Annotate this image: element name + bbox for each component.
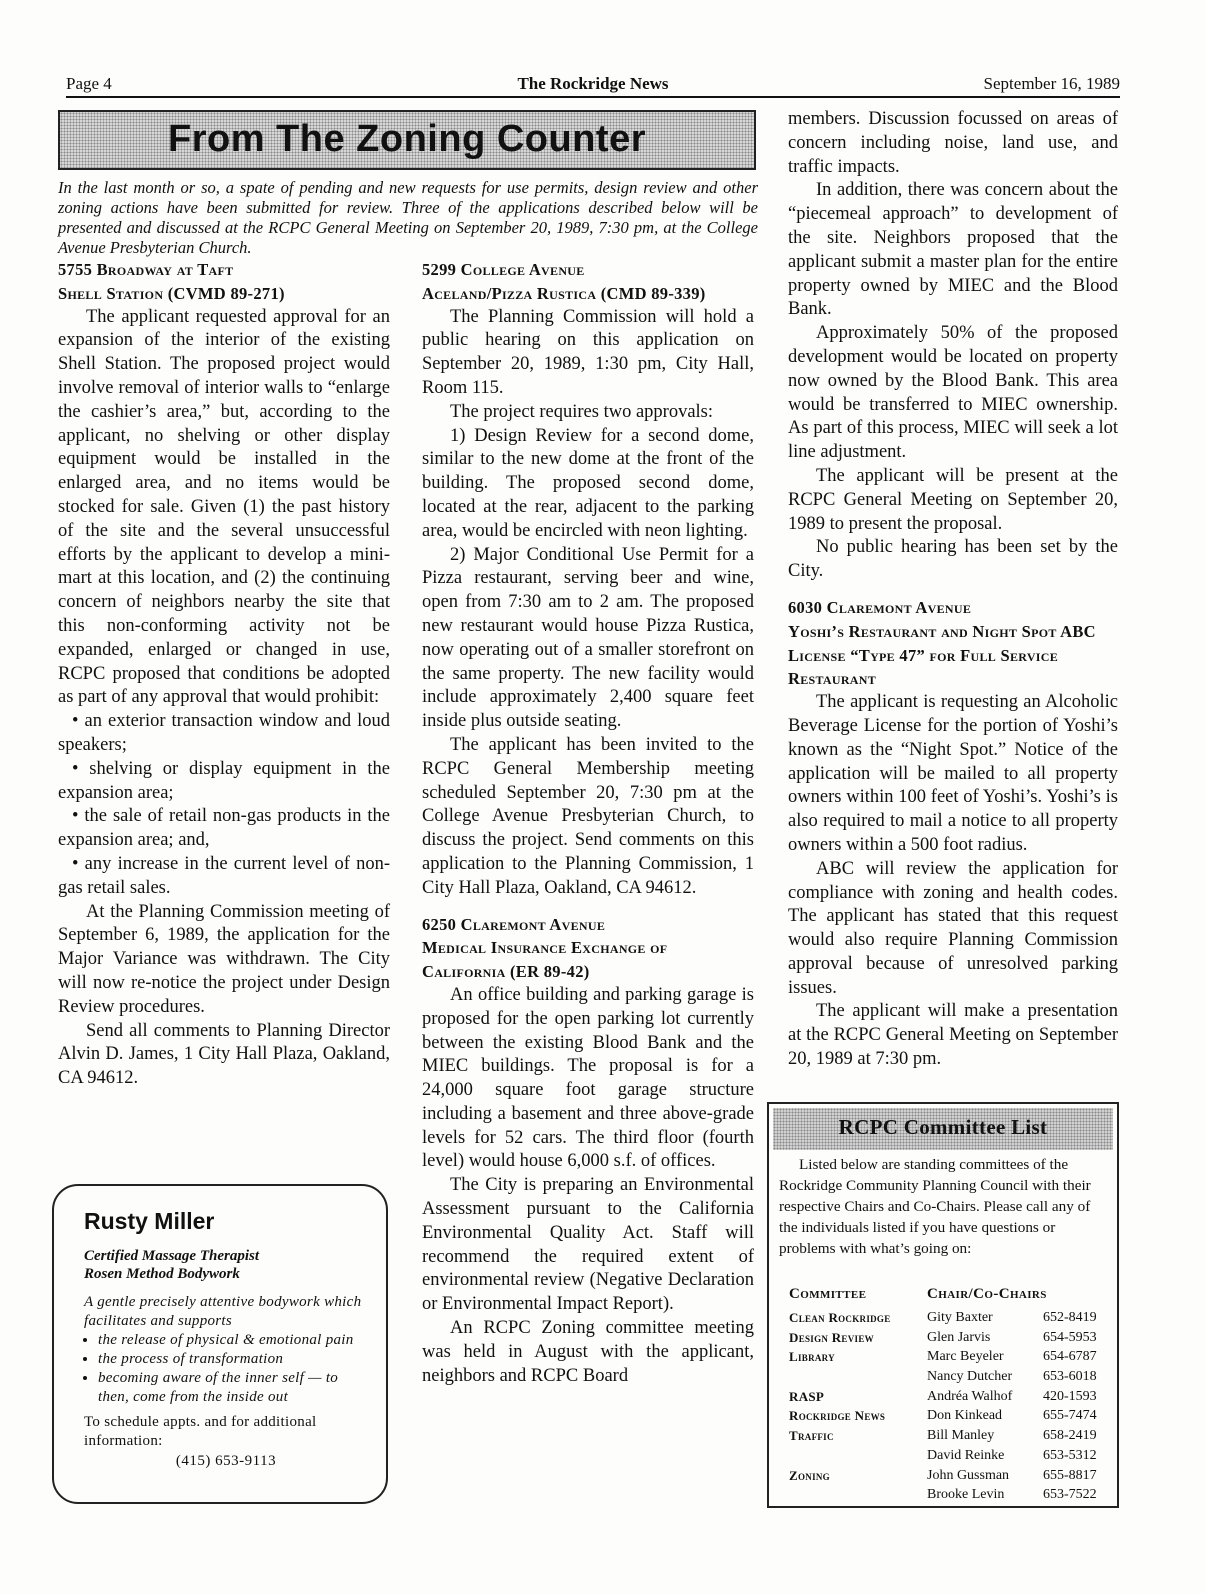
table-row (789, 1347, 1115, 1367)
phone-number: 652-8419 (1043, 1310, 1097, 1325)
table-row (789, 1485, 1115, 1505)
table-row (789, 1387, 1115, 1407)
article-paragraph: 2) Major Conditional Use Permit for a Pizza restaurant, serving beer and wine, open from 7:30 am to 2 am. The proposed new restaurant would house Pizza Rustica, now operating out of a smaller storefront on the same property. The new facility would include approximately 2,400 square feet inside plus outside seating. (422, 544, 754, 732)
committee-list-title: RCPC Committee List (838, 1115, 1048, 1139)
article-paragraph: An office building and parking garage is proposed for the open parking lot currently between the existing Blood Bank and the MIEC buildings. The proposal is for a 24,000 square foot garage structure including a basement and three above-grade levels for 52 cars. The third floor (fourth level) would house 6,000 s.f. of offices. (422, 984, 754, 1172)
table-row (789, 1308, 1115, 1328)
issue-date: September 16, 1989 (983, 74, 1120, 93)
committee-list-banner (773, 1108, 1113, 1150)
massage-therapist-ad (52, 1184, 388, 1504)
column-1 (58, 258, 390, 1091)
table-row (789, 1426, 1115, 1446)
phone-number: 653-6018 (1043, 1369, 1097, 1385)
list-item: • the release of physical & emotional pain (98, 1331, 368, 1350)
committee-name: Design Review (789, 1329, 874, 1345)
article-paragraph: The applicant is requesting an Alcoholic Beverage License for the portion of Yoshi’s known as the “Night Spot.” Notice of the application will be mailed to all property owners within 100 feet of Yoshi’s. Yoshi’s is also required to mail a notice to all property owners within a 500 foot radius. (788, 692, 1118, 855)
table-header (789, 1286, 1115, 1308)
publication-name: The Rockridge News (517, 74, 669, 93)
ad-name: Rusty Miller (84, 1208, 215, 1234)
section-banner (58, 110, 756, 170)
article-paragraph: Approximately 50% of the proposed development would be located on property now owned by the Blood Bank. This area would be transferred to MIEC ownership. As part of this process, MIEC will seek a lot line adjustment. (788, 323, 1118, 463)
phone-number: 653-7522 (1043, 1487, 1097, 1503)
chair-name: Marc Beyeler (927, 1349, 1004, 1365)
article-heading-address: 5299 College Avenue (422, 260, 585, 279)
section-title: From The Zoning Counter (167, 118, 646, 160)
bullet-item: • an exterior transaction window and loud speakers; (58, 711, 390, 755)
article-paragraph: At the Planning Commission meeting of September 6, 1989, the application for the Major Variance was withdrawn. The City will now re-notice the project under Design Review procedures. (58, 901, 390, 1017)
article-paragraph: Send all comments to Planning Director Alvin D. James, 1 City Hall Plaza, Oakland, CA 94612. (58, 1020, 390, 1089)
article-paragraph: 1) Design Review for a second dome, similar to the new dome at the front of the building. The proposed second dome, located at the rear, adjacent to the parking area, would be encircled with neon lighting. (422, 425, 754, 541)
table-row (789, 1446, 1115, 1466)
article-heading-address: 6250 Claremont Avenue (422, 914, 606, 934)
bullet-item: • any increase in the current level of non-gas retail sales. (58, 853, 390, 898)
page-header (66, 74, 1120, 94)
column-2 (422, 258, 754, 1388)
article-heading-project: Yoshi’s Restaurant and Night Spot ABC License “Type 47” for Full Service Restaurant (788, 621, 1096, 689)
ad-contact-text: To schedule appts. and for additional information: (84, 1414, 317, 1449)
chair-name: Don Kinkead (927, 1408, 1003, 1424)
article-paragraph: No public hearing has been set by the City. (788, 537, 1118, 582)
intro-paragraph: In the last month or so, a spate of pending and new requests for use permits, design review and other zoning actions have been submitted for review. Three of the applications described below will be presented and discussed at the RCPC General Meeting on September 20, 1989, 7:30 pm, at the College Avenue Presbyterian Church. (58, 178, 758, 257)
article-heading-address: 6030 Claremont Avenue (788, 597, 972, 617)
phone-number: 655-8817 (1043, 1467, 1097, 1483)
column-3 (788, 108, 1118, 1072)
chair-name: John Gussman (927, 1467, 1010, 1483)
article-paragraph: The applicant requested approval for an expansion of the interior of the existing Shell Station. The proposed project would involve removal of interior walls to “enlarge the cashier’s area,” but, according to the applicant, no shelving or other display equipment would be installed in the enlarged area, and no items would be stocked for sale. Given (1) the past history of the site and the several unsuccessful efforts by the applicant to develop a mini-mart at this location, and (2) the continuing concern of neighbors nearby the site that this non-conforming activity not be expanded, enlarged or changed in use, RCPC proposed that conditions be adopted as part of any approval that would prohibit: (58, 306, 390, 708)
table-row (789, 1367, 1115, 1387)
ad-specialty: Rosen Method Bodywork (84, 1266, 240, 1282)
bullet-item: • the sale of retail non-gas products in the expansion area; and, (58, 806, 390, 851)
ad-benefits-list (84, 1331, 368, 1407)
list-item: • becoming aware of the inner self — to then, come from the inside out (98, 1369, 368, 1407)
phone-number: 654-5953 (1043, 1329, 1097, 1345)
chair-name: Andréa Walhof (927, 1388, 1013, 1404)
chair-name: Nancy Dutcher (927, 1369, 1013, 1385)
page-number: Page 4 (66, 74, 112, 93)
column-header-committee: Committee (789, 1286, 867, 1302)
article-paragraph: An RCPC Zoning committee meeting was held in August with the applicant, neighbors and RCPC Board (422, 1318, 754, 1386)
list-item: • the process of transformation (98, 1350, 368, 1369)
committee-list-intro: Listed below are standing committees of the Rockridge Community Planning Council with their respective Chairs and Co-Chairs. Please call any of the individuals listed if you have questions or problems with what’s going on: (779, 1156, 1091, 1257)
article-heading-address: 5755 Broadway at Taft (58, 260, 234, 279)
chair-name: Bill Manley (927, 1428, 995, 1444)
chair-name: Gity Baxter (927, 1310, 993, 1325)
article-paragraph: The applicant will be present at the RCPC General Meeting on September 20, 1989 to present the proposal. (788, 465, 1118, 534)
ad-credential: Certified Massage Therapist (84, 1248, 259, 1264)
table-row (789, 1328, 1115, 1348)
committee-name: Library (789, 1349, 835, 1365)
article-paragraph: ABC will review the application for compliance with zoning and health codes. The applicant has stated that this request would also require Planning Commission approval because of unresolved parking issues. (788, 858, 1118, 998)
table-row (789, 1466, 1115, 1486)
chair-name: Brooke Levin (927, 1487, 1005, 1503)
ad-description: A gentle precisely attentive bodywork which facilitates and supports (84, 1294, 362, 1329)
table-body (789, 1308, 1115, 1505)
column-header-chair: Chair/Co-Chairs (927, 1286, 1047, 1302)
article-paragraph: The applicant will make a presentation at the RCPC General Meeting on September 20, 1989 at 7:30 pm. (788, 1001, 1118, 1070)
committee-name: Clean Rockridge (789, 1310, 891, 1325)
article-paragraph: The project requires two approvals: (450, 401, 714, 422)
article-paragraph: In addition, there was concern about the “piecemeal approach” to development of the site. Neighbors proposed that the applicant submit a master plan for the entire property owned by MIEC and the Blood Bank. (788, 180, 1118, 320)
article-paragraph: The Planning Commission will hold a public hearing on this application on September 20, 1989, 1:30 pm, City Hall, Room 115. (422, 306, 754, 398)
committee-name: RASP (789, 1388, 825, 1404)
committee-table (789, 1286, 1115, 1505)
phone-number: 658-2419 (1043, 1428, 1097, 1444)
phone-number: 654-6787 (1043, 1349, 1097, 1365)
phone-number: 653-5312 (1043, 1447, 1097, 1463)
ad-phone: (415) 653-9113 (175, 1453, 277, 1469)
article-heading-project: Aceland/Pizza Rustica (CMD 89-339) (422, 283, 706, 303)
table-row (789, 1406, 1115, 1426)
header-rule (66, 96, 1120, 98)
article-heading-project: Medical Insurance Exchange of California (ER 89-42) (422, 938, 668, 982)
chair-name: Glen Jarvis (927, 1329, 991, 1345)
chair-name: David Reinke (927, 1447, 1005, 1463)
article-paragraph: The applicant has been invited to the RCPC General Membership meeting scheduled September 20, 7:30 pm at the College Avenue Presbyterian Church, to discuss the project. Send comments on this application to the Planning Commission, 1 City Hall Plaza, Oakland, CA 94612. (422, 734, 754, 898)
article-paragraph: members. Discussion focussed on areas of concern including noise, land use, and traffic impacts. (788, 109, 1118, 177)
article-heading-project: Shell Station (CVMD 89-271) (58, 283, 285, 303)
committee-name: Rockridge News (789, 1408, 886, 1424)
committee-name: Zoning (789, 1467, 830, 1483)
phone-number: 655-7474 (1043, 1408, 1097, 1424)
article-paragraph: The City is preparing an Environmental Assessment pursuant to the California Environmental Quality Act. Staff will recommend the required extent of environmental review (Negative Declaration or Environmental Impact Report). (422, 1175, 754, 1315)
phone-number: 420-1593 (1043, 1388, 1097, 1404)
committee-name: Traffic (789, 1428, 834, 1444)
bullet-item: • shelving or display equipment in the expansion area; (58, 758, 390, 803)
committee-list-box (767, 1102, 1119, 1508)
